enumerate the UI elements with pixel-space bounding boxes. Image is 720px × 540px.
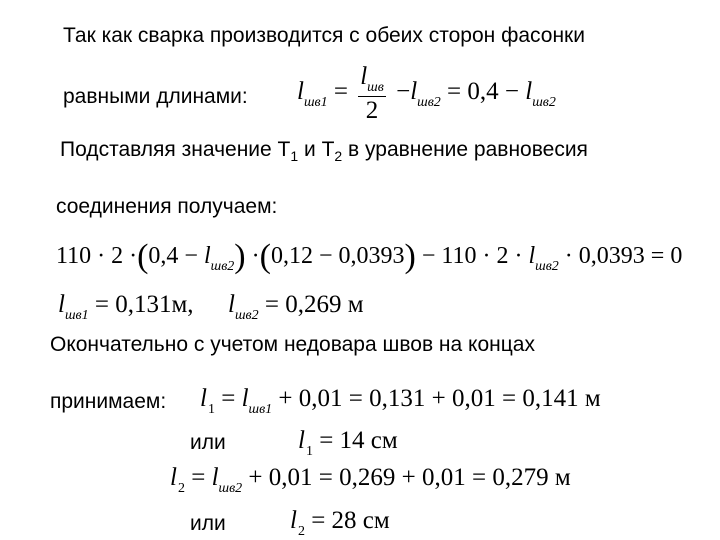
eq1-equals: = — [333, 78, 348, 106]
eq6-equals: = — [191, 464, 206, 491]
text-line-4: соединения получаем: — [56, 195, 278, 218]
text-line-3 — [60, 138, 588, 164]
eq2-part4: 0,12 − 0,0393 — [270, 243, 405, 269]
eq2-var2: l — [528, 243, 536, 269]
eq1-numerator — [358, 64, 386, 97]
eq1-num-var: l — [360, 63, 368, 90]
eq3-var2-sub: шв2 — [234, 308, 259, 323]
eq1-minus: − — [396, 78, 411, 106]
eq1-var3: l — [525, 78, 533, 106]
eq4-var: l — [200, 385, 207, 412]
eq3-val1: = 0,131м, — [94, 291, 194, 318]
equation-5 — [298, 428, 398, 459]
eq2-lparen2: ( — [259, 238, 271, 275]
eq3-var1-sub: шв1 — [64, 308, 89, 323]
text-or-2: или — [190, 512, 226, 535]
text-line-1: Так как сварка производится с обеих сторон фасонки — [63, 24, 585, 47]
eq7-var: l — [290, 507, 297, 534]
eq1-lhs-var: l — [297, 78, 304, 106]
text-line-3-sub2: 2 — [334, 148, 343, 164]
eq2-part1: 110 · 2 · — [56, 243, 138, 269]
eq2-var2-sub: шв2 — [535, 259, 559, 274]
equation-7 — [290, 508, 390, 539]
eq2-var: l — [203, 243, 211, 269]
text-line-5: Окончательно с учетом недовара швов на концах — [50, 333, 535, 356]
eq7-sub: 2 — [297, 524, 305, 539]
text-line-3-a: Подставляя значение Т — [60, 138, 291, 161]
eq5-rhs: = 14 см — [319, 427, 398, 454]
eq2-part6: · 0,0393 = 0 — [564, 243, 683, 269]
eq2-part5: − 110 · 2 · — [421, 243, 523, 269]
equation-6 — [170, 465, 571, 496]
eq2-var-sub: шв2 — [210, 259, 235, 274]
equation-3 — [58, 292, 364, 323]
text-line-2: равными длинами: — [63, 85, 248, 108]
equation-4 — [200, 386, 601, 417]
text-line-6: принимаем: — [50, 390, 167, 413]
eq1-var2-sub: шв2 — [417, 95, 441, 111]
eq2-part3: · — [251, 243, 260, 269]
eq4-sub: 1 — [207, 402, 215, 417]
eq2-rparen2: ) — [404, 238, 416, 275]
eq5-sub: 1 — [305, 444, 313, 459]
eq1-var2: l — [410, 78, 418, 106]
eq2-rparen: ) — [234, 238, 246, 275]
text-line-3-sub1: 1 — [290, 148, 299, 164]
eq4-var2-sub: шв1 — [248, 402, 273, 417]
eq3-var2: l — [228, 291, 235, 318]
eq6-rhs: + 0,01 = 0,269 + 0,01 = 0,279 м — [248, 464, 571, 491]
eq4-rhs: + 0,01 = 0,131 + 0,01 = 0,141 м — [278, 385, 601, 412]
text-line-3-b: и Т — [298, 138, 335, 161]
eq2-lparen: ( — [137, 238, 149, 275]
eq2-part2: 0,4 − — [148, 243, 198, 269]
eq5-var: l — [298, 427, 305, 454]
equation-1 — [297, 64, 556, 123]
eq1-var3-sub: шв2 — [532, 95, 556, 111]
eq1-rhs: = 0,4 − — [447, 78, 519, 106]
eq4-var2: l — [241, 385, 249, 412]
eq1-denominator: 2 — [365, 97, 379, 124]
eq1-fraction — [358, 64, 386, 123]
eq1-lhs-sub: шв1 — [303, 95, 328, 111]
eq6-sub: 2 — [177, 481, 185, 496]
text-or-1: или — [190, 431, 226, 454]
eq6-var: l — [170, 464, 177, 491]
eq7-rhs: = 28 см — [311, 507, 390, 534]
eq6-var2-sub: шв2 — [218, 481, 243, 496]
text-line-3-c: в уравнение равновесия — [342, 138, 588, 161]
eq6-var2: l — [211, 464, 219, 491]
eq1-num-sub: шв — [367, 80, 384, 95]
eq4-equals: = — [221, 385, 236, 412]
equation-2 — [56, 240, 682, 274]
eq3-val2: = 0,269 м — [264, 291, 364, 318]
eq3-var1: l — [58, 291, 65, 318]
